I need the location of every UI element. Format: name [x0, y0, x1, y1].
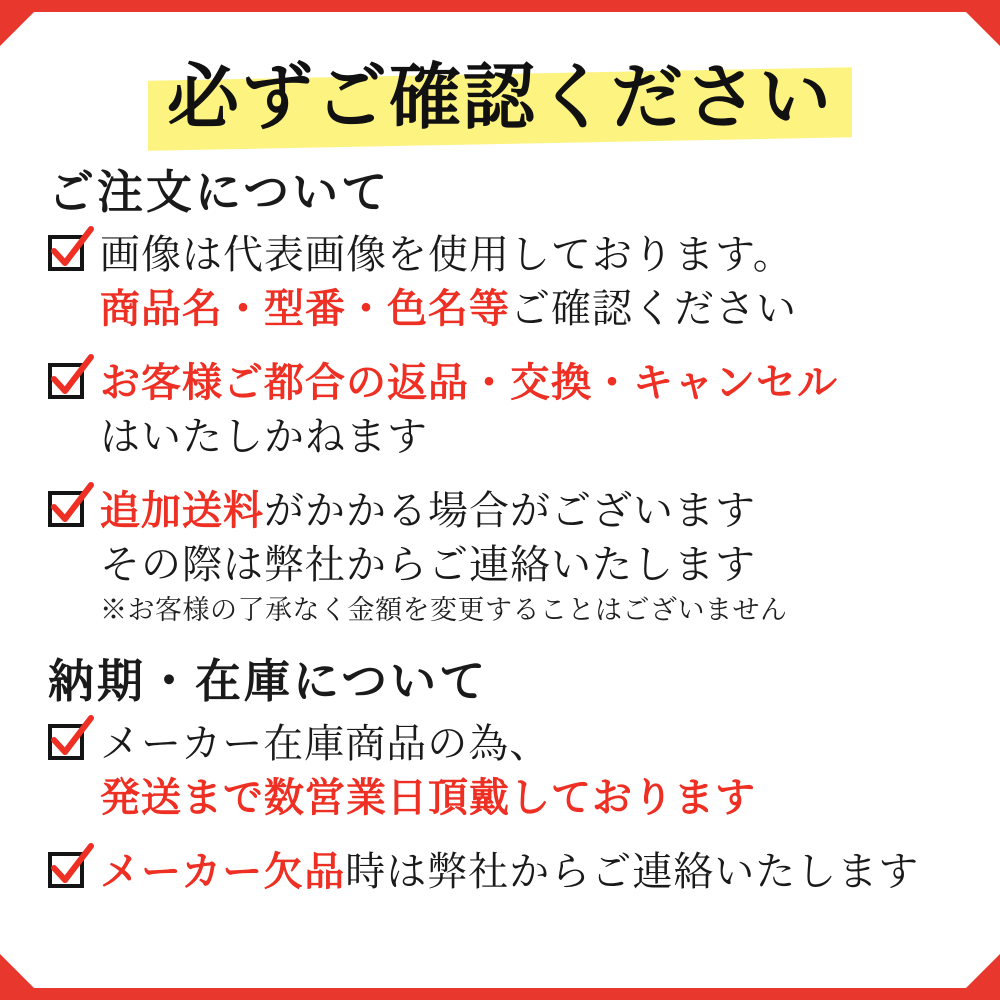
list-item-line-1-black: 時は弊社からご連絡いたします — [345, 848, 920, 894]
checkbox-checked-icon — [48, 363, 88, 403]
list-item-line-1: メーカー在庫商品の為、 — [100, 720, 551, 766]
list-item — [48, 484, 960, 630]
list-item-line-2: はいたしかねます — [100, 413, 428, 459]
title-text: 必ずご確認ください — [166, 58, 833, 138]
list-item-line-1-black: がかかる場合がございます — [264, 487, 756, 533]
checkbox-checked-icon — [48, 852, 88, 892]
section-heading-delivery: 納期・在庫について — [48, 656, 489, 708]
list-item — [48, 717, 960, 825]
checkbox-checked-icon — [48, 235, 88, 275]
notice-content — [0, 24, 1000, 919]
list-item-line-2: その際は弊社からご連絡いたします — [100, 541, 756, 587]
list-item-line-2: 発送まで数営業日頂戴しております — [100, 774, 756, 820]
list-item-text — [100, 484, 960, 630]
page-title — [40, 46, 960, 154]
list-item-line-2 — [100, 286, 797, 331]
section-heading-orders: ご注文について — [48, 167, 391, 218]
list-item-text — [100, 356, 960, 464]
list-item-line-1 — [100, 849, 919, 894]
list-item-line-1: お客様ご都合の返品・交換・キャンセル — [100, 359, 838, 405]
list-item-line-1-red: メーカー欠品 — [100, 848, 346, 894]
checkbox-checked-icon — [48, 724, 88, 764]
list-item-line-1-red: 追加送料 — [100, 487, 264, 533]
list-item — [48, 356, 960, 464]
list-item — [48, 228, 960, 336]
list-item-line-1 — [100, 488, 756, 533]
checkbox-checked-icon — [48, 491, 88, 531]
list-item-text — [100, 717, 960, 825]
list-item-line-2-black: ご確認ください — [510, 285, 797, 331]
list-item-note: ※お客様の了承なく金額を変更することはございません — [100, 594, 788, 625]
list-item-line-1: 画像は代表画像を使用しております。 — [100, 231, 794, 277]
corner-decoration-bottom-left — [0, 954, 34, 988]
list-item-line-2-red: 商品名・型番・色名等 — [100, 285, 510, 331]
list-item-text — [100, 845, 960, 899]
corner-decoration-bottom-right — [966, 954, 1000, 988]
list-item-text — [100, 228, 960, 336]
list-item — [48, 845, 960, 899]
